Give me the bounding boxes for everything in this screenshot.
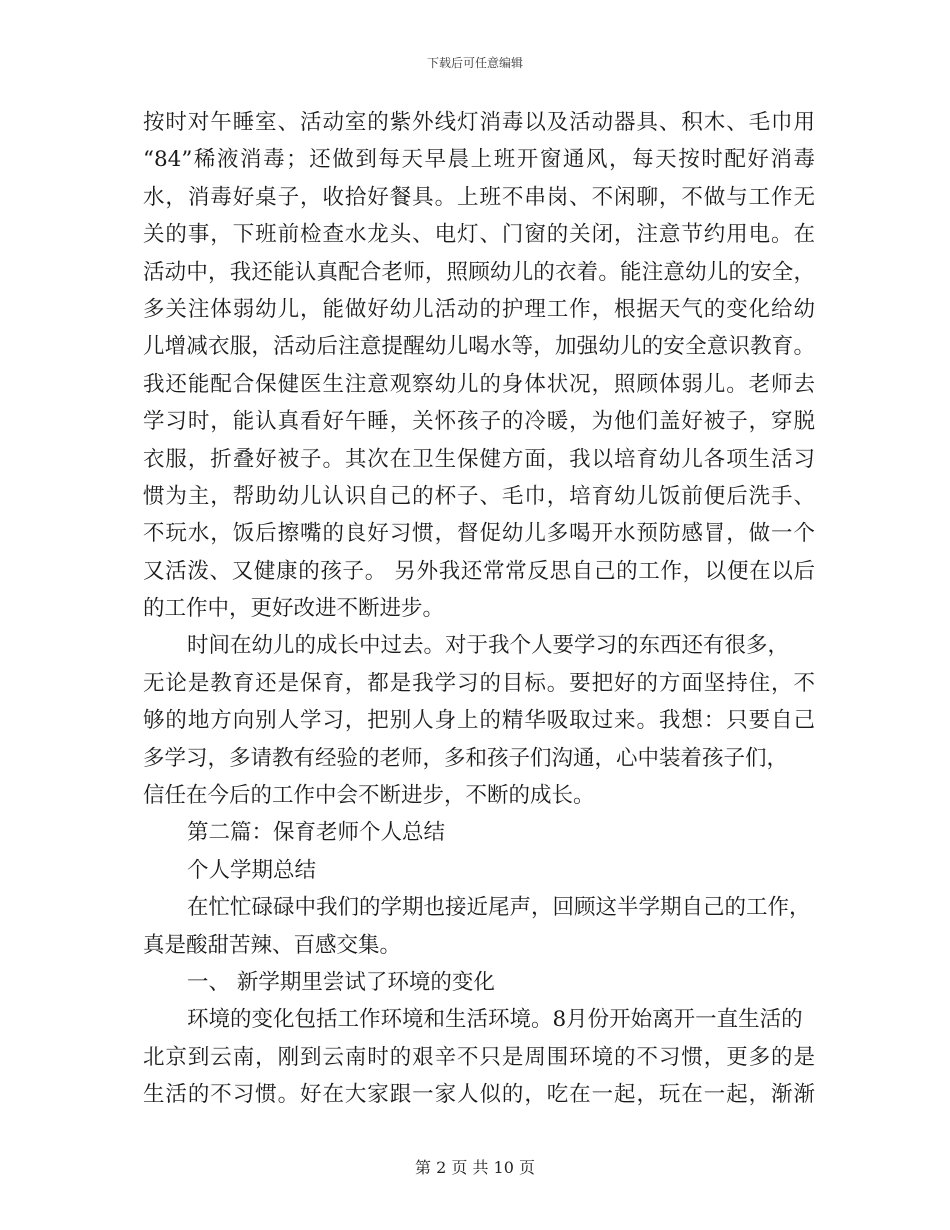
text-line: 水，消毒好桌子，收拾好餐具。上班不串岗、不闲聊，不做与工作无	[143, 184, 815, 210]
text-line: 不玩水，饭后擦嘴的良好习惯，督促幼儿多喝开水预防感冒，做一个	[143, 521, 815, 547]
text-line: 多学习，多请教有经验的老师，多和孩子们沟通，心中装着孩子们，	[143, 745, 789, 771]
text-line: 环境的变化包括工作环境和生活环境。8月份开始离开一直生活的	[187, 1007, 803, 1033]
list-heading: 一、 新学期里尝试了环境的变化	[187, 969, 495, 995]
subsection-heading: 个人学期总结	[187, 857, 317, 883]
text-line: 又活泼、又健康的孩子。 另外我还常常反思自己的工作，以便在以后	[143, 558, 815, 584]
text-line: 时间在幼儿的成长中过去。对于我个人要学习的东西还有很多，	[187, 633, 790, 659]
text-line: 我还能配合保健医生注意观察幼儿的身体状况，照顾体弱儿。老师去	[143, 371, 815, 397]
text-line: 在忙忙碌碌中我们的学期也接近尾声，回顾这半学期自己的工作，	[187, 895, 811, 921]
page-header: 下载后可任意编辑	[426, 56, 523, 70]
text-line: 关的事，下班前检查水龙头、电灯、门窗的关闭，注意节约用电。在	[143, 222, 815, 248]
text-line: 信任在今后的工作中会不断进步，不断的成长。	[143, 783, 595, 809]
text-line: 多关注体弱幼儿，能做好幼儿活动的护理工作，根据天气的变化给幼	[143, 296, 815, 322]
text-line: 的工作中，更好改进不断进步。	[143, 596, 445, 622]
text-line: 够的地方向别人学习，把别人身上的精华吸取过来。我想：只要自己	[143, 708, 815, 734]
text-line: 儿增减衣服，活动后注意提醒幼儿喝水等，加强幼儿的安全意识教育。	[143, 334, 815, 360]
text-line: 活动中，我还能认真配合老师，照顾幼儿的衣着。能注意幼儿的安全，	[143, 259, 815, 285]
text-line: 无论是教育还是保育，都是我学习的目标。要把好的方面坚持住，不	[143, 670, 815, 696]
text-line: 按时对午睡室、活动室的紫外线灯消毒以及活动器具、积木、毛巾用	[143, 110, 815, 135]
text-line: “84”稀液消毒；还做到每天早晨上班开窗通风，每天按时配好消毒	[143, 147, 815, 173]
text-line: 衣服，折叠好被子。其次在卫生保健方面，我以培育幼儿各项生活习	[143, 446, 815, 472]
text-line: 学习时，能认真看好午睡，关怀孩子的冷暖，为他们盖好被子，穿脱	[143, 409, 815, 435]
text-line: 北京到云南，刚到云南时的艰辛不只是周围环境的不习惯，更多的是	[143, 1044, 815, 1070]
section-heading: 第二篇：保育老师个人总结	[187, 820, 446, 846]
page-footer: 第 2 页 共 10 页	[415, 1158, 535, 1177]
text-line: 真是酸甜苦辣、百感交集。	[143, 932, 402, 958]
document-body	[143, 104, 815, 1114]
text-line: 生活的不习惯。好在大家跟一家人似的，吃在一起，玩在一起，渐渐	[143, 1082, 815, 1108]
text-line: 惯为主，帮助幼儿认识自己的杯子、毛巾，培育幼儿饭前便后洗手、	[143, 483, 815, 509]
